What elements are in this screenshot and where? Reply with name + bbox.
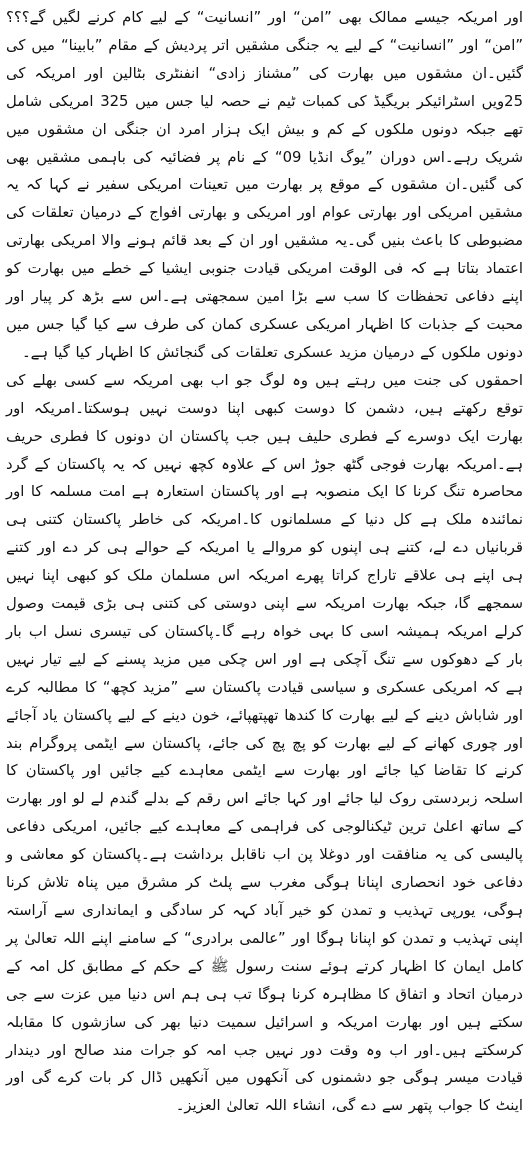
article-paragraph-2: احمقوں کی جنت میں رہتے ہیں وہ لوگ جو اب بھی امریکہ سے کسی بھلے کی توقع رکھتے ہیں، دشمن کا دوست کبھی اپنا دوست نہیں ہوسکتا۔امریکہ اور بھارت ایک دوسرے کے فطری حلیف ہیں جب پاکستان ان دونوں کا فطری حریف ہے۔امریکہ بھارت فوجی گٹھ جوڑ اس کے علاوہ کچھ نہیں کہ یہ پاکستان کے گرد محاصرہ تنگ کرنا کا ایک منصوبہ ہے اور پاکستان استعارہ ہے امت مسلمہ کا اور نمائندہ ملک ہے کل دنیا کے مسلمانوں کا۔امریکہ کی خاطر پاکستان کتنی ہی قربانیاں دے لے، کتنے ہی اپنوں کو مروالے یا امریکہ کے حوالے ہی کر دے اور کتنے ہی اپنے ہی علاقے تاراج کراتا پھرے امریکہ اس مسلمان ملک کو کبھی اپنا نہیں سمجھے گا، جبکہ بھارت امریکہ سے اپنی دوستی کی کتنی ہی بڑی قیمت وصول کرلے امریکہ ہمیشہ اسی کا بہی خواہ رہے گا۔پاکستان کی تیسری نسل اب بار بار کے دھوکوں سے تنگ آچکی ہے اور اس چکی میں مزید پسنے کے لیے تیار نہیں ہے کہ امریکی عسکری و سیاسی قیادت پاکستان سے ”مزید کچھ“ کا مطالبہ کرے اور شاباش دینے کے لیے بھارت کا کندھا تھپتھپائے، خون دینے کے لیے پاکستان یاد آجائے اور چوری کھانے کے لیے بھارت کو پچ پچ کی جائے، پاکستان سے ایٹمی پروگرام بند کرنے کا تقاضا کیا جائے اور بھارت سے ایٹمی معاہدے کیے جائیں اور پاکستان کا اسلحہ زبردستی روک لیا جائے اور کہا جائے اس رقم کے بدلے گندم لے لو اور بھارت کے ساتھ اعلیٰ ترین ٹیکنالوجی کی فراہمی کے معاہدے کیے جائیں، امریکی دفاعی پالیسی کی یہ منافقت اور دوغلا پن اب ناقابل برداشت ہے۔پاکستان کو معاشی و دفاعی خود انحصاری اپنانا ہوگی مغرب سے پلٹ کر مشرق میں پناہ تلاش کرنا ہوگی، یورپی تہذیب و تمدن کو خیر آباد کہہ کر سادگی و ایمانداری سے آراستہ اپنی تہذیب و تمدن کو اپنانا ہوگا اور ”عالمی برادری“ کے سامنے اپنے اللہ تعالیٰ پر کامل ایمان کا اظہار کرتے ہوئے سنت رسول ﷺ کے حکم کے مطابق کل امہ کے درمیان اتحاد و اتفاق کا مظاہرہ کرنا ہوگا تب ہی ہم اس دنیا میں عزت سے جی سکتے ہیں اور بھارت امریکہ و اسرائیل سمیت دنیا بھر کی سازشوں کا مقابلہ کرسکتے ہیں۔اور اب وہ وقت دور نہیں جب امہ کو جرات مند صالح اور دیندار قیادت میسر ہوگی جو دشمنوں کی آنکھوں میں آنکھیں ڈال کر بات کرے گی اور اینٹ کا جواب پتھر سے دے گی، انشاء اللہ تعالیٰ العزیز۔ <box>6 371 523 1115</box>
article-paragraph-1: اور امریکہ جیسے ممالک بھی ”امن“ اور ”انسانیت“ کے لیے کام کرنے لگیں گے؟؟؟ ”امن“ اور ”انسانیت“ کے لیے یہ جنگی مشقیں اتر پردیش کے مقام ”بابینا“ میں کی گئیں۔ان مشقوں میں بھارت کی ”مشناز زادی“ انفنٹری بٹالین اور امریکہ کی 25ویں اسٹرائیکر بریگیڈ کی کمبات ٹیم نے حصہ لیا جس میں 325 امریکی شامل تھے جبکہ دونوں ملکوں کے کم و بیش ایک ہزار امرد ان جنگی ان مشقوں میں شریک رہے۔اس دوران ”یوگ انڈیا 09“ کے نام پر فضائیہ کی باہمی مشقیں بھی کی گئیں۔ان مشقوں کے موقع پر بھارت میں تعینات امریکی سفیر نے کہا کہ یہ مشقیں امریکی اور بھارتی عوام اور امریکی و بھارتی افواج کے درمیان تعلقات کی مضبوطی کا باعث بنیں گی۔یہ مشقیں اور ان کے بعد قائم ہونے والا امریکی بھارتی اعتماد بتاتا ہے کہ فی الوقت امریکی قیادت جنوبی ایشیا کے خطے میں بھارت کو اپنے دفاعی تحفظات کا سب سے بڑا امین سمجھتی ہے۔اس سے بڑھ کر پیار اور محبت کے جذبات کا اظہار امریکی عسکری کمان کی طرف سے کیا گیا جس میں دونوں ملکوں کے درمیان مزید عسکری تعلقات کی گنجائش کا اظہار کیا گیا ہے۔ <box>6 9 523 361</box>
